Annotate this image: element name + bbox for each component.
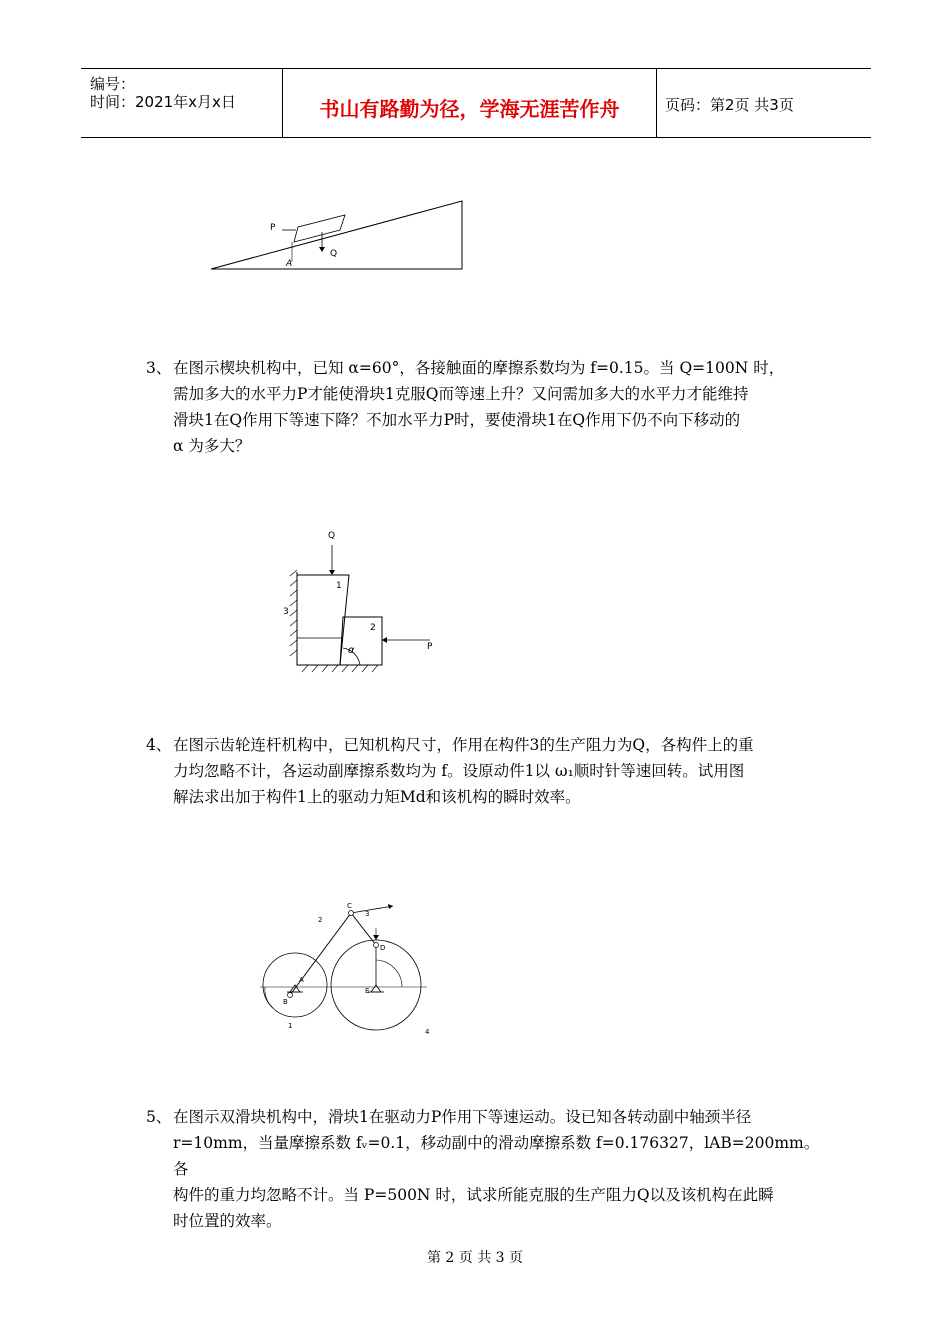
header-table bbox=[81, 68, 871, 138]
question-line: 在图示齿轮连杆机构中，已知机构尺寸，作用在构件3的生产阻力为Q，各构件上的重 bbox=[173, 736, 754, 754]
label-2: 2 bbox=[318, 916, 323, 924]
label-q: Q bbox=[328, 531, 336, 541]
label-alpha: α bbox=[348, 645, 355, 656]
question-4 bbox=[146, 732, 826, 810]
label-q: Q bbox=[330, 249, 338, 259]
label-3: 3 bbox=[283, 607, 289, 617]
number-label: 编号： bbox=[90, 75, 136, 93]
question-line: α 为多大？ bbox=[173, 437, 251, 455]
label-c: C bbox=[347, 902, 352, 910]
header-meta-cell bbox=[81, 69, 283, 137]
label-b: B bbox=[283, 998, 288, 1006]
wedge-figure bbox=[270, 520, 450, 690]
question-line: 构件的重力均忽略不计。当 P=500N 时，试求所能克服的生产阻力Q以及该机构在此瞬 bbox=[173, 1186, 774, 1204]
question-line: 在图示楔块机构中，已知 α=60°，各接触面的摩擦系数均为 f=0.15。当 Q=100N 时， bbox=[173, 359, 785, 377]
label-p: P bbox=[427, 642, 433, 652]
question-5 bbox=[146, 1104, 826, 1234]
question-line: r=10mm，当量摩擦系数 fᵥ=0.1，移动副中的滑动摩擦系数 f=0.176327，lAB=200mm。各 bbox=[173, 1134, 820, 1178]
label-p: P bbox=[270, 223, 276, 233]
question-3 bbox=[146, 355, 826, 459]
date-label: 时间：2021年x月x日 bbox=[90, 93, 236, 111]
header-motto-cell bbox=[283, 69, 657, 137]
label-1: 1 bbox=[336, 581, 342, 591]
question-line: 时位置的效率。 bbox=[173, 1212, 282, 1230]
label-2: 2 bbox=[370, 623, 376, 633]
question-line: 需加多大的水平力P才能使滑块1克服Q而等速上升？又问需加多大的水平力才能维持 bbox=[173, 385, 749, 403]
label-alpha: A bbox=[286, 259, 293, 269]
question-line: 解法求出加于构件1上的驱动力矩Md和该机构的瞬时效率。 bbox=[173, 788, 581, 806]
motto: 书山有路勤为径，学海无涯苦作舟 bbox=[319, 97, 620, 121]
label-d: D bbox=[380, 944, 386, 952]
label-1: 1 bbox=[288, 1022, 293, 1030]
question-line: 滑块1在Q作用下等速下降？不加水平力P时，要使滑块1在Q作用下仍不向下移动的 bbox=[173, 411, 741, 429]
gear-linkage-figure bbox=[255, 900, 435, 1045]
question-number: 5、 bbox=[146, 1108, 172, 1126]
label-4: 4 bbox=[425, 1028, 430, 1036]
question-number: 3、 bbox=[146, 359, 172, 377]
header-page-cell bbox=[657, 69, 871, 137]
page-info: 页码：第2页 共3页 bbox=[665, 96, 794, 114]
label-3: 3 bbox=[365, 910, 370, 918]
question-number: 4、 bbox=[146, 736, 172, 754]
question-line: 在图示双滑块机构中，滑块1在驱动力P作用下等速运动。设已知各转动副中轴颈半径 bbox=[173, 1108, 752, 1126]
question-line: 力均忽略不计，各运动副摩擦系数均为 f。设原动件1以 ω₁顺时针等速回转。试用图 bbox=[173, 762, 745, 780]
label-e: E bbox=[365, 987, 370, 995]
incline-figure bbox=[200, 190, 480, 280]
block bbox=[294, 215, 345, 242]
label-a: A bbox=[299, 976, 304, 984]
page-footer: 第 2 页 共 3 页 bbox=[426, 1250, 524, 1266]
